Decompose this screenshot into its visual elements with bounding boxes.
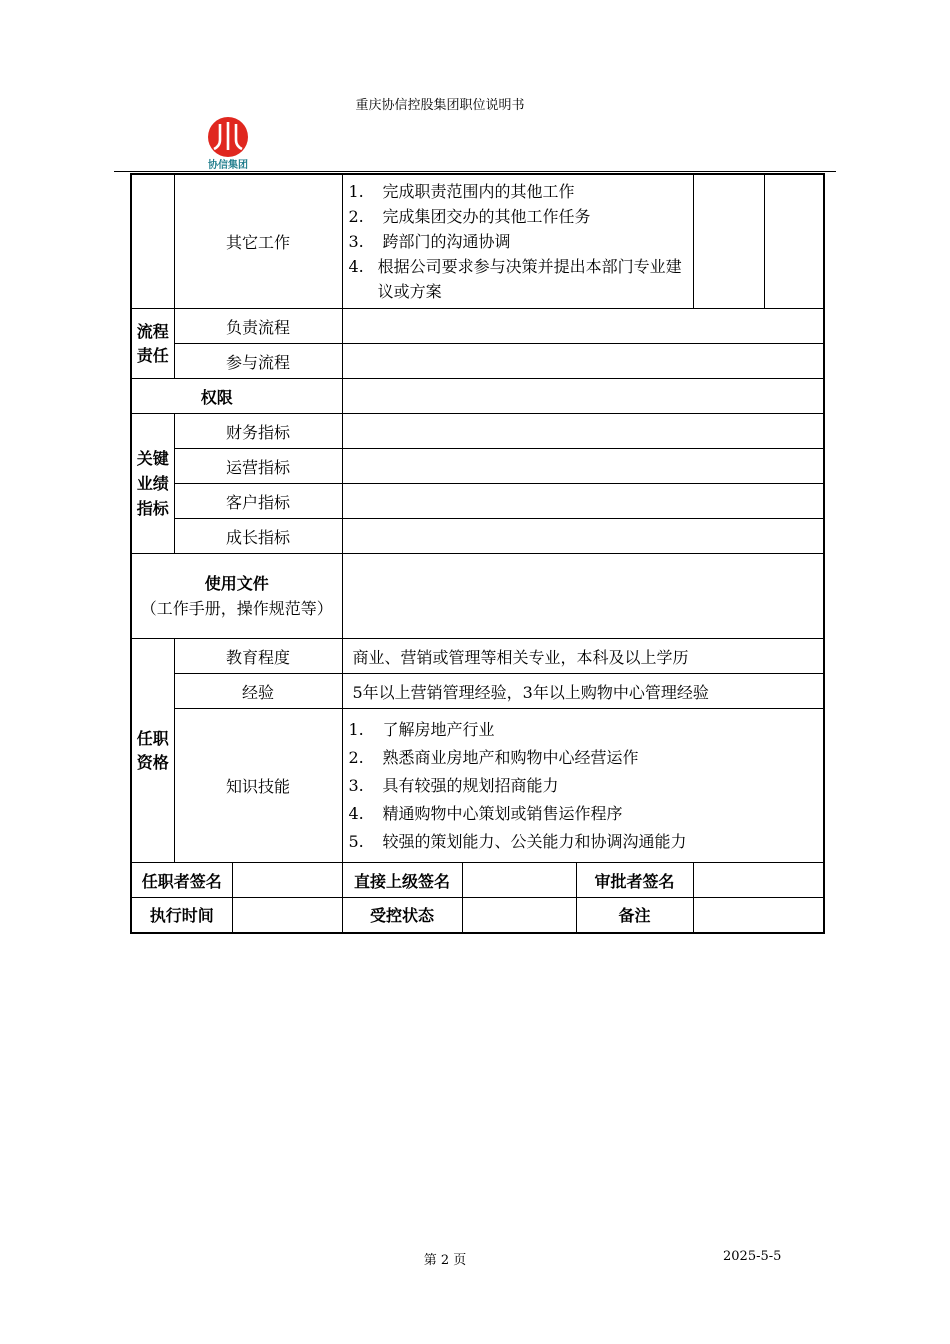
growth-kpi-label: 成长指标 [174, 519, 342, 554]
responsible-process-value [342, 309, 824, 344]
svg-text:协信集团: 协信集团 [208, 160, 248, 171]
experience-label: 经验 [174, 674, 342, 709]
execution-row [131, 898, 824, 933]
page-number: 第 2 页 [423, 1253, 467, 1268]
skills-row [131, 709, 824, 863]
education-label: 教育程度 [174, 639, 342, 674]
kpi-group-label: 关键业绩指标 [131, 414, 174, 554]
participate-process-value [342, 344, 824, 379]
other-work-group-cell [131, 174, 174, 309]
documents-label-cell [131, 554, 342, 639]
kpi-customer-row [131, 484, 824, 519]
kpi-growth-row [131, 519, 824, 554]
operation-kpi-value [342, 449, 824, 484]
list-item: 2. 完成集团交办的其他工作任务 [348, 207, 591, 226]
list-item: 4. 根据公司要求参与决策并提出本部门专业建议或方案 [348, 257, 682, 301]
remarks-label: 备注 [576, 898, 693, 933]
remarks-field[interactable] [693, 898, 824, 933]
participate-process-label: 参与流程 [174, 344, 342, 379]
list-item: 1. 了解房地产行业 [348, 719, 495, 739]
financial-kpi-value [342, 414, 824, 449]
process-group-label: 流程责任 [131, 309, 174, 379]
documents-label: 使用文件 [204, 574, 269, 593]
job-description-table [130, 173, 825, 934]
kpi-operation-row [131, 449, 824, 484]
documents-value [342, 554, 824, 639]
list-item: 4. 精通购物中心策划或销售运作程序 [348, 803, 623, 823]
financial-kpi-label: 财务指标 [174, 414, 342, 449]
supervisor-signature-label: 直接上级签名 [342, 863, 462, 898]
authority-value [342, 379, 824, 414]
skills-label: 知识技能 [174, 709, 342, 863]
list-item: 1. 完成职责范围内的其他工作 [348, 182, 575, 201]
process-participate-row [131, 344, 824, 379]
experience-row [131, 674, 824, 709]
responsible-process-label: 负责流程 [174, 309, 342, 344]
authority-row [131, 379, 824, 414]
growth-kpi-value [342, 519, 824, 554]
exec-time-label: 执行时间 [131, 898, 232, 933]
process-responsible-row [131, 309, 824, 344]
customer-kpi-value [342, 484, 824, 519]
experience-value: 5年以上营销管理经验，3年以上购物中心管理经验 [342, 674, 824, 709]
approver-signature-label: 审批者签名 [576, 863, 693, 898]
education-row [131, 639, 824, 674]
kpi-financial-row [131, 414, 824, 449]
list-item: 3. 具有较强的规划招商能力 [348, 775, 559, 795]
documents-note: （工作手册，操作规范等） [140, 599, 333, 618]
list-item: 2. 熟悉商业房地产和购物中心经营运作 [348, 747, 639, 767]
footer-date: 2025-5-5 [723, 1249, 782, 1264]
other-work-row [131, 174, 824, 309]
other-work-list [342, 174, 693, 309]
empty-cell [764, 174, 824, 309]
list-item: 5. 较强的策划能力、公关能力和协调沟通能力 [348, 831, 687, 851]
control-status-field[interactable] [462, 898, 576, 933]
header-divider [114, 171, 836, 172]
authority-label: 权限 [131, 379, 342, 414]
customer-kpi-label: 客户指标 [174, 484, 342, 519]
skills-list [342, 709, 824, 863]
document-header-title: 重庆协信控股集团职位说明书 [355, 98, 525, 113]
company-logo [198, 116, 258, 172]
qualification-group-label: 任职资格 [131, 639, 174, 863]
other-work-label: 其它工作 [174, 174, 342, 309]
exec-time-field[interactable] [232, 898, 342, 933]
signature-row [131, 863, 824, 898]
control-status-label: 受控状态 [342, 898, 462, 933]
documents-row [131, 554, 824, 639]
holder-signature-field[interactable] [232, 863, 342, 898]
approver-signature-field[interactable] [693, 863, 824, 898]
list-item: 3. 跨部门的沟通协调 [348, 232, 511, 251]
holder-signature-label: 任职者签名 [131, 863, 232, 898]
empty-cell [693, 174, 764, 309]
education-value: 商业、营销或管理等相关专业，本科及以上学历 [342, 639, 824, 674]
operation-kpi-label: 运营指标 [174, 449, 342, 484]
supervisor-signature-field[interactable] [462, 863, 576, 898]
